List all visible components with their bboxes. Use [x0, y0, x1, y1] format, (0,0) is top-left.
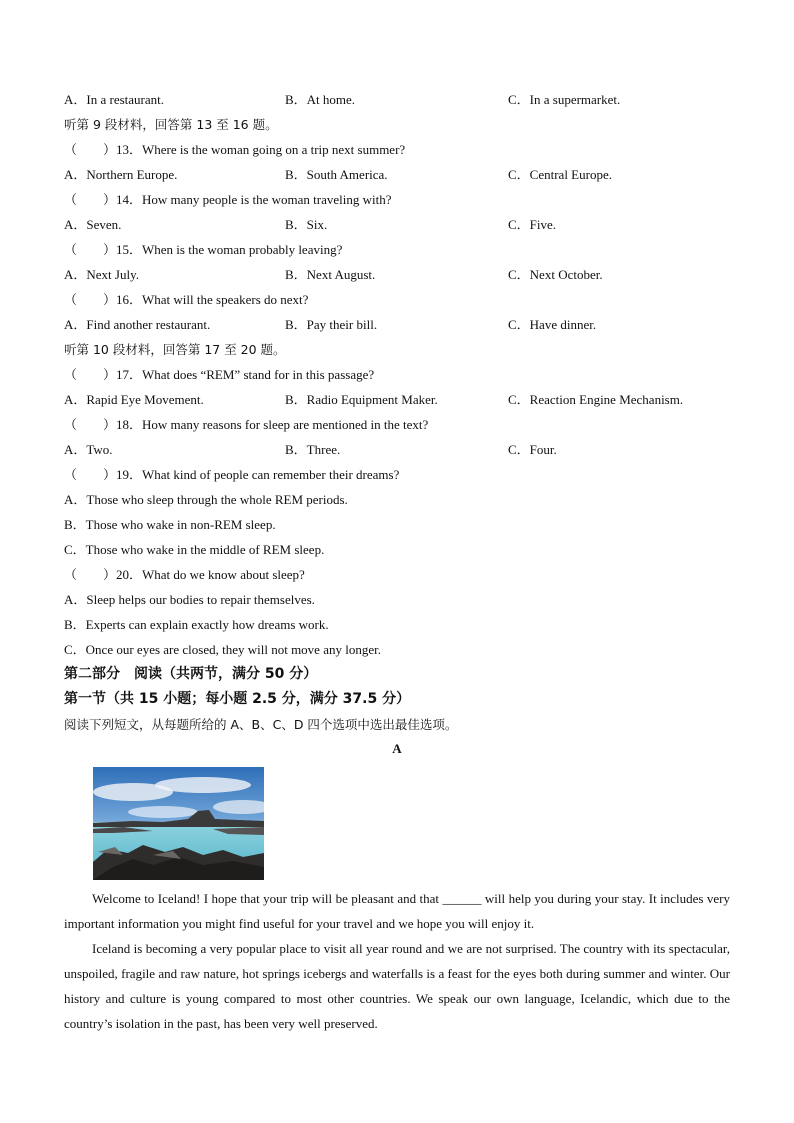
q14-stem: （ ）14．How many people is the woman traveling with?: [64, 192, 392, 207]
q13-stem: （ ）13．Where is the woman going on a trip next summer?: [64, 142, 406, 157]
option-a[interactable]: A．In a restaurant.: [64, 92, 164, 107]
passage-paragraph-2: Iceland is becoming a very popular place to visit all year round and we are not surprised. The country with its spectacular, unspoiled, fragile and raw nature, hot springs icebergs and waterfalls is a feast for the eyes both during summer and winter. Our history and culture is young compared to most other countries. We speak our own language, Icelandic, which due to the country’s isolation in the past, has been very well preserved.: [64, 941, 730, 1031]
section-1-heading: 第一节（共 15 小题；每小题 2.5 分，满分 37.5 分）: [64, 691, 411, 707]
option-a[interactable]: A．Find another restaurant.: [64, 317, 211, 332]
q20-option-c[interactable]: C．Once our eyes are closed, they will not move any longer.: [64, 642, 381, 657]
q12-options: [64, 92, 732, 108]
q18-options: [64, 442, 732, 458]
q18-stem: （ ）18．How many reasons for sleep are mentioned in the text?: [64, 417, 429, 432]
q16-options: [64, 317, 732, 333]
q19-option-b[interactable]: B．Those who wake in non-REM sleep.: [64, 517, 276, 532]
q14-options: [64, 217, 732, 233]
q16-stem: （ ）16．What will the speakers do next?: [64, 292, 309, 307]
q13-options: [64, 167, 732, 183]
option-b[interactable]: B．At home.: [285, 92, 356, 107]
q17-stem: （ ）17．What does “REM” stand for in this passage?: [64, 367, 375, 382]
option-c[interactable]: C．Four.: [508, 442, 557, 457]
option-a[interactable]: A．Northern Europe.: [64, 167, 178, 182]
option-b[interactable]: B．Next August.: [285, 267, 376, 282]
option-a[interactable]: A．Two.: [64, 442, 113, 457]
q17-options: [64, 392, 732, 408]
q20-stem: （ ）20．What do we know about sleep?: [64, 567, 305, 582]
photo-illustration: [93, 767, 264, 880]
q20-option-b[interactable]: B．Experts can explain exactly how dreams work.: [64, 617, 329, 632]
iceland-landscape-photo: [93, 767, 264, 880]
option-b[interactable]: B．Radio Equipment Maker.: [285, 392, 438, 407]
option-c[interactable]: C．Next October.: [508, 267, 603, 282]
option-b[interactable]: B．Three.: [285, 442, 341, 457]
passage-letter: A: [392, 741, 402, 756]
part-2-heading: 第二部分 阅读（共两节，满分 50 分）: [64, 666, 318, 682]
q15-options: [64, 267, 732, 283]
option-b[interactable]: B．Pay their bill.: [285, 317, 378, 332]
q15-stem: （ ）15．When is the woman probably leaving?: [64, 242, 343, 257]
option-c[interactable]: C．Central Europe.: [508, 167, 612, 182]
q19-option-a[interactable]: A．Those who sleep through the whole REM periods.: [64, 492, 348, 507]
section-10-instruction: 听第 10 段材料，回答第 17 至 20 题。: [64, 342, 286, 357]
option-c[interactable]: C．Reaction Engine Mechanism.: [508, 392, 684, 407]
option-c[interactable]: C．Have dinner.: [508, 317, 597, 332]
option-a[interactable]: A．Rapid Eye Movement.: [64, 392, 204, 407]
option-c[interactable]: C．Five.: [508, 217, 557, 232]
q20-option-a[interactable]: A．Sleep helps our bodies to repair themselves.: [64, 592, 315, 607]
option-a[interactable]: A．Next July.: [64, 267, 139, 282]
q19-stem: （ ）19．What kind of people can remember their dreams?: [64, 467, 400, 482]
option-a[interactable]: A．Seven.: [64, 217, 122, 232]
q19-option-c[interactable]: C．Those who wake in the middle of REM sleep.: [64, 542, 325, 557]
section-9-instruction: 听第 9 段材料，回答第 13 至 16 题。: [64, 117, 278, 132]
option-c[interactable]: C．In a supermarket.: [508, 92, 621, 107]
reading-instruction: 阅读下列短文，从每题所给的 A、B、C、D 四个选项中选出最佳选项。: [64, 717, 458, 732]
passage-paragraph-1: Welcome to Iceland! I hope that your trip will be pleasant and that ______ will help you during your stay. It includes very important information you might find useful for your travel and we hope you will enjoy it.: [64, 891, 730, 931]
option-b[interactable]: B．Six.: [285, 217, 328, 232]
option-b[interactable]: B．South America.: [285, 167, 388, 182]
